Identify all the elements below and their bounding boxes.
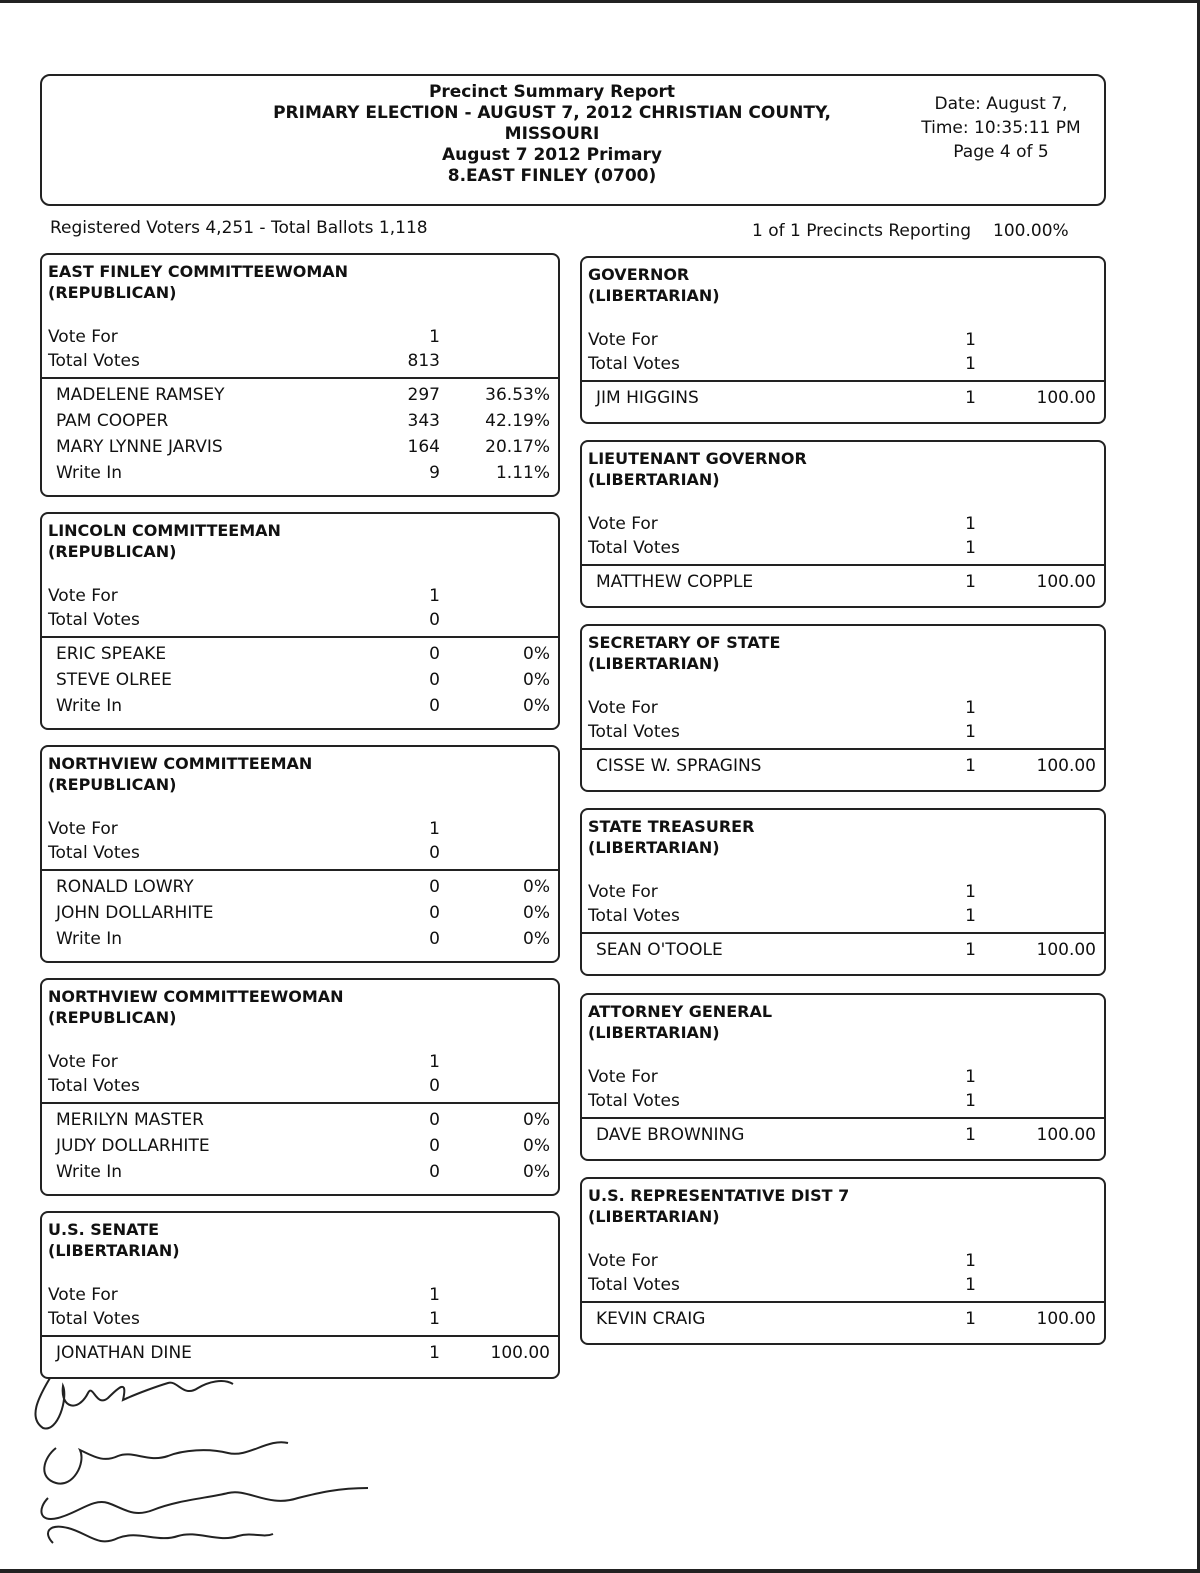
candidate-name: JIM HIGGINS (596, 388, 699, 408)
report-header (40, 74, 1106, 206)
candidate-votes: 0 (429, 903, 440, 923)
candidate-votes: 164 (407, 437, 440, 457)
race-title-party: (LIBERTARIAN) (588, 654, 720, 673)
race-box (580, 440, 1106, 608)
race-box (40, 253, 560, 497)
race-title-office: SECRETARY OF STATE (588, 633, 781, 652)
candidate-percent: 0% (523, 1136, 550, 1156)
report-title-block (232, 82, 872, 187)
total-votes-value: 1 (965, 538, 976, 558)
race-title-party: (LIBERTARIAN) (588, 470, 720, 489)
race-box (580, 993, 1106, 1161)
race-title-office: GOVERNOR (588, 265, 690, 284)
race-title-party: (REPUBLICAN) (48, 283, 177, 302)
vote-for-label: Vote For (588, 882, 658, 902)
candidate-name: Write In (56, 463, 123, 483)
race-title-party: (LIBERTARIAN) (588, 838, 720, 857)
race-title (588, 816, 754, 858)
vote-for-label: Vote For (588, 1251, 658, 1271)
report-title: Precinct Summary Report (428, 82, 676, 102)
vote-for-label: Vote For (588, 514, 658, 534)
vote-for-value: 1 (429, 819, 440, 839)
race-divider (582, 1117, 1104, 1119)
race-title-office: STATE TREASURER (588, 817, 755, 836)
total-votes-value: 1 (429, 1309, 440, 1329)
vote-for-label: Vote For (48, 819, 118, 839)
race-divider (42, 1335, 558, 1337)
candidate-votes: 1 (429, 1343, 440, 1363)
signatures (8, 1338, 388, 1563)
candidate-percent: 100.00 (490, 1343, 550, 1363)
candidate-name: JOHN DOLLARHITE (56, 903, 214, 923)
vote-for-label: Vote For (48, 586, 118, 606)
race-title-party: (REPUBLICAN) (48, 775, 177, 794)
total-votes-label: Total Votes (588, 354, 680, 374)
candidate-votes: 0 (429, 1162, 440, 1182)
total-votes-label: Total Votes (588, 538, 680, 558)
candidate-percent: 100.00 (1036, 1125, 1096, 1145)
candidate-percent: 0% (523, 1162, 550, 1182)
total-votes-label: Total Votes (588, 722, 680, 742)
candidate-percent: 100.00 (1036, 388, 1096, 408)
candidate-percent: 100.00 (1036, 572, 1096, 592)
race-title-party: (REPUBLICAN) (48, 1008, 177, 1027)
precincts-reporting-label: 1 of 1 Precincts Reporting (752, 221, 972, 241)
candidate-percent: 100.00 (1036, 940, 1096, 960)
candidate-name: MARY LYNNE JARVIS (56, 437, 223, 457)
candidate-votes: 1 (965, 1125, 976, 1145)
race-title-office: EAST FINLEY COMMITTEEWOMAN (48, 262, 349, 281)
race-divider (582, 564, 1104, 566)
race-title-office: ATTORNEY GENERAL (588, 1002, 773, 1021)
candidate-votes: 1 (965, 572, 976, 592)
total-votes-label: Total Votes (48, 1076, 140, 1096)
candidate-percent: 100.00 (1036, 1309, 1096, 1329)
precincts-reporting-pct: 100.00% (993, 221, 1069, 241)
election-state: MISSOURI (504, 124, 600, 144)
total-votes-label: Total Votes (588, 1275, 680, 1295)
candidate-votes: 0 (429, 1110, 440, 1130)
vote-for-label: Vote For (588, 698, 658, 718)
total-votes-label: Total Votes (48, 843, 140, 863)
candidate-percent: 0% (523, 877, 550, 897)
candidate-percent: 0% (523, 696, 550, 716)
candidate-percent: 0% (523, 903, 550, 923)
vote-for-value: 1 (429, 1285, 440, 1305)
race-title (48, 986, 344, 1028)
race-title (588, 632, 780, 674)
candidate-name: MADELENE RAMSEY (56, 385, 225, 405)
candidate-name: STEVE OLREE (56, 670, 172, 690)
total-votes-value: 0 (429, 1076, 440, 1096)
candidate-name: Write In (56, 929, 123, 949)
page-border-top (0, 0, 1200, 3)
candidate-votes: 1 (965, 388, 976, 408)
candidate-name: DAVE BROWNING (596, 1125, 745, 1145)
candidate-percent: 0% (523, 644, 550, 664)
candidate-votes: 1 (965, 756, 976, 776)
race-title-party: (LIBERTARIAN) (588, 1023, 720, 1042)
race-title (588, 448, 807, 490)
candidate-votes: 0 (429, 670, 440, 690)
candidate-percent: 1.11% (495, 463, 550, 483)
vote-for-value: 1 (965, 514, 976, 534)
total-votes-value: 1 (965, 906, 976, 926)
candidate-votes: 1 (965, 940, 976, 960)
race-title (48, 261, 348, 303)
total-votes-value: 813 (407, 351, 440, 371)
page-border-bottom (0, 1569, 1200, 1573)
candidate-votes: 1 (965, 1309, 976, 1329)
candidate-percent: 20.17% (485, 437, 550, 457)
report-date: Date: August 7, (934, 94, 1068, 114)
candidate-percent: 36.53% (485, 385, 550, 405)
race-title (588, 1185, 849, 1227)
vote-for-label: Vote For (48, 1052, 118, 1072)
vote-for-value: 1 (965, 330, 976, 350)
vote-for-value: 1 (429, 327, 440, 347)
candidate-votes: 297 (407, 385, 440, 405)
total-votes-value: 1 (965, 1275, 976, 1295)
race-divider (582, 380, 1104, 382)
total-votes-value: 0 (429, 610, 440, 630)
election-name: PRIMARY ELECTION - AUGUST 7, 2012 CHRISTIAN COUNTY, (273, 103, 831, 123)
vote-for-label: Vote For (48, 327, 118, 347)
race-title-party: (LIBERTARIAN) (588, 286, 720, 305)
race-box (580, 624, 1106, 792)
race-divider (582, 748, 1104, 750)
race-divider (582, 1301, 1104, 1303)
precinct-name: 8.EAST FINLEY (0700) (447, 166, 657, 186)
candidate-name: Write In (56, 696, 123, 716)
report-time: Time: 10:35:11 PM (921, 118, 1081, 138)
candidate-name: CISSE W. SPRAGINS (596, 756, 762, 776)
total-votes-value: 1 (965, 1091, 976, 1111)
candidate-percent: 0% (523, 670, 550, 690)
total-votes-label: Total Votes (588, 1091, 680, 1111)
race-title-party: (LIBERTARIAN) (588, 1207, 720, 1226)
race-title-office: LIEUTENANT GOVERNOR (588, 449, 807, 468)
race-title-office: NORTHVIEW COMMITTEEMAN (48, 754, 313, 773)
total-votes-value: 1 (965, 354, 976, 374)
total-votes-label: Total Votes (48, 1309, 140, 1329)
race-box (40, 512, 560, 730)
total-votes-label: Total Votes (588, 906, 680, 926)
race-title-office: LINCOLN COMMITTEEMAN (48, 521, 281, 540)
candidate-percent: 42.19% (485, 411, 550, 431)
candidate-name: JONATHAN DINE (56, 1343, 192, 1363)
vote-for-value: 1 (429, 586, 440, 606)
candidate-name: SEAN O'TOOLE (596, 940, 723, 960)
race-title-office: NORTHVIEW COMMITTEEWOMAN (48, 987, 344, 1006)
race-title-party: (LIBERTARIAN) (48, 1241, 180, 1260)
race-title-office: U.S. SENATE (48, 1220, 160, 1239)
candidate-name: MATTHEW COPPLE (596, 572, 754, 592)
race-divider (42, 1102, 558, 1104)
race-box (580, 808, 1106, 976)
race-divider (42, 377, 558, 379)
candidate-percent: 0% (523, 929, 550, 949)
total-votes-label: Total Votes (48, 610, 140, 630)
race-divider (42, 869, 558, 871)
candidate-percent: 100.00 (1036, 756, 1096, 776)
race-title (48, 1219, 180, 1261)
race-title (48, 753, 312, 795)
candidate-name: Write In (56, 1162, 123, 1182)
race-title (588, 1001, 772, 1043)
candidate-name: MERILYN MASTER (56, 1110, 204, 1130)
vote-for-value: 1 (965, 882, 976, 902)
race-divider (42, 636, 558, 638)
page-number: Page 4 of 5 (953, 142, 1049, 162)
candidate-name: KEVIN CRAIG (596, 1309, 706, 1329)
vote-for-value: 1 (965, 698, 976, 718)
vote-for-label: Vote For (588, 330, 658, 350)
race-title-party: (REPUBLICAN) (48, 542, 177, 561)
vote-for-value: 1 (429, 1052, 440, 1072)
candidate-votes: 343 (407, 411, 440, 431)
vote-for-value: 1 (965, 1067, 976, 1087)
candidate-votes: 0 (429, 696, 440, 716)
total-votes-label: Total Votes (48, 351, 140, 371)
vote-for-label: Vote For (588, 1067, 658, 1087)
race-title (588, 264, 720, 306)
candidate-name: JUDY DOLLARHITE (56, 1136, 210, 1156)
candidate-name: ERIC SPEAKE (56, 644, 167, 664)
race-box (580, 256, 1106, 424)
candidate-votes: 9 (429, 463, 440, 483)
report-meta (906, 92, 1096, 164)
race-title (48, 520, 281, 562)
vote-for-value: 1 (965, 1251, 976, 1271)
candidate-name: RONALD LOWRY (56, 877, 194, 897)
race-divider (582, 932, 1104, 934)
candidate-votes: 0 (429, 877, 440, 897)
election-subtitle: August 7 2012 Primary (442, 145, 662, 165)
race-box (580, 1177, 1106, 1345)
candidate-name: PAM COOPER (56, 411, 169, 431)
total-votes-value: 0 (429, 843, 440, 863)
signature-3 (41, 1488, 368, 1519)
candidate-votes: 0 (429, 644, 440, 664)
candidate-votes: 0 (429, 1136, 440, 1156)
signature-2 (44, 1442, 288, 1483)
total-votes-value: 1 (965, 722, 976, 742)
race-title-office: U.S. REPRESENTATIVE DIST 7 (588, 1186, 850, 1205)
vote-for-label: Vote For (48, 1285, 118, 1305)
precincts-reporting (752, 221, 1069, 241)
registered-voters-summary: Registered Voters 4,251 - Total Ballots 1,118 (50, 218, 428, 238)
signature-4 (48, 1527, 273, 1543)
race-box (40, 978, 560, 1196)
candidate-percent: 0% (523, 1110, 550, 1130)
race-box (40, 745, 560, 963)
candidate-votes: 0 (429, 929, 440, 949)
signature-1 (35, 1378, 233, 1428)
